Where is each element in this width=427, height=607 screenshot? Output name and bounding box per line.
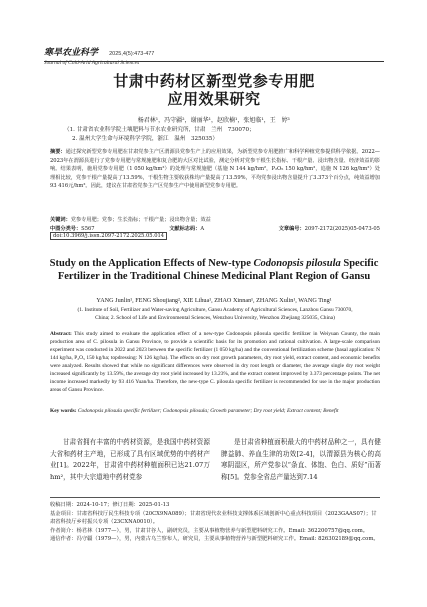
title-en-species: Codonopsis pilosula <box>253 258 341 269</box>
keywords-cn-label: 关键词： <box>50 217 71 223</box>
footnotes <box>50 497 380 544</box>
body-column-left: 甘肃省拥有丰富的中药材资源，是我国中药材资源大省和药材主产地，已形成了具有区域优势的中药材产业[1]。2022年，甘肃省中药材种植面积已达21.07万hm²，其中大宗道地中药材党参 <box>50 438 210 481</box>
footnote-rule <box>50 497 380 498</box>
title-cn-line1: 甘肃中药材区新型党参专用肥 <box>113 72 315 90</box>
abstract-en <box>50 330 380 394</box>
article-id-value: 2097-2172(2025)05-0473-05 <box>304 226 380 232</box>
doi-value: 10.3969/j.issn.2097-2172.2025.05.014 <box>62 233 165 239</box>
doc-code-value: A <box>200 226 205 232</box>
journal-name-en: Journal of Cold-Arid Agricultural Sciences <box>44 60 140 66</box>
title-en-line2: Fertilizer in the Traditional Chinese Medicinal Plant Region of Gansu <box>57 271 371 282</box>
volume-info: 2025,4(5):473-477 <box>109 51 155 57</box>
affiliation-cn-2: 2. 温州大学生命与环境科学学院，浙江 温州 325035） <box>72 136 218 142</box>
abstract-cn-label: 摘要： <box>50 149 66 155</box>
keywords-cn <box>50 216 380 223</box>
doc-code-label: 文献标志码： <box>169 226 201 232</box>
doi-row <box>50 233 167 239</box>
affiliation-en-1: (1. Institute of Soil, Fertilizer and Water-saving Agriculture, Gansu Academy of Agricultural Sciences, Lanzhou Gansu 730070, <box>77 307 353 313</box>
authors-cn: 杨君林¹，冯守疆²，谢丽华¹，赵欣楠¹，张旭临¹，王 婷¹ <box>137 117 291 124</box>
title-en-part1-tail: Specific <box>340 258 379 269</box>
footnote-author2: 通信作者：冯守疆（1979—），男，内蒙古乌兰察布人，研究员，主要从事植物营养与新型肥料研究工作。Email: 826302189@qq.com。 <box>50 536 379 542</box>
doi-label: doi: <box>53 233 63 239</box>
authors-en: YANG Junlin¹, FENG Shoujiang², XIE Lihua¹, ZHAO Xinnan¹, ZHANG Xulin¹, WANG Ting¹ <box>96 297 332 304</box>
keywords-cn-text: 党参专用肥；党参；生长指标；干根产量；浸出物含量；效益 <box>70 217 211 223</box>
abstract-cn <box>50 148 380 191</box>
affiliations-cn <box>64 126 364 144</box>
affiliations-en <box>70 306 360 322</box>
clc-label: 中图分类号： <box>50 226 82 232</box>
title-en <box>44 257 384 283</box>
header-rule <box>44 61 384 62</box>
affiliation-cn-1: （1. 甘肃省农业科学院土壤肥料与节水农业研究所，甘肃 兰州 730070； <box>64 127 255 133</box>
article-meta-row <box>50 225 380 232</box>
title-en-line1 <box>44 257 384 270</box>
footnote-received: 收稿日期：2024-10-17；修订日期：2025-01-13 <box>50 502 170 508</box>
journal-name-cn: 寒旱农业科学 <box>44 48 99 58</box>
journal-header <box>44 40 384 66</box>
doc-code-item <box>169 225 204 232</box>
footnote-fund: 基金项目：甘肃省科技厅民生科技专项（20CX9NA089）；甘肃省现代农业科技支撑体系区域创新中心重点科技项目（2023GAAS07）；甘肃省科技厅乡村振兴专项（23CXNA0010）。 <box>50 510 377 525</box>
abstract-en-label: Abstract: <box>50 331 72 337</box>
affiliation-en-2: China; 2. School of Life and Environmental Sciences, Wenzhou University, Wenzhou Zhejiang 325035, China) <box>95 315 335 321</box>
abstract-en-text: This study aimed to evaluate the application effect of a new-type Codonopsis pilosula specific fertilizer in Weiyuan County, the main production area of C. pilosula in Gansu Province, to provide a scientific basis for its promotion and rational cultivation. A large-scale comparison experiment was conducted in 2022 and 2023 between the specific fertilizer (1 050 kg/ha) and the conventional fertilization scheme (basal application: N 144 kg/ha, P₂O₅ 150 kg/ha; topdressing: N 126 kg/ha). The effects on dry root growth parameters, dry root yield, extract content, and economic benefits were analyzed. Results showed that while no significant differences were observed in dry root length or diameter, the average single dry root weight increased significantly by 13.59%, the average dry root yield increased by 13.23%, and the extract content improved by 3.373 percentage points. The net income increased markedly by 93 416 Yuan/ha. Therefore, the new-type C. pilosula specific fertilizer is recommended for use in the major production areas of Gansu Province. <box>50 331 380 393</box>
keywords-en-label: Key words: <box>50 408 77 414</box>
abstract-cn-text: 通过探究新型党参专用肥在甘肃党参主产区渭源县党参生产上的应用效果，为新型党参专用肥推广和科学种植党参提供科学依据。2022—2023年在渭源县进行了党参专用肥与常规施肥和复合肥的大区对比试验，测定分析对党参干根生长指标、干根产量、浸出物含量、经济效益的影响。结果表明，施用党参专用肥（1 050 kg/hm²）的处理与常规施肥（基施 N 144 kg/hm²，P₂O₅ 150 kg/hm²，追施 N 126 kg/hm²）处理相比较，党参干根产量提高了13.59%，干根生物主要收获株均产量提高了13.59%，平均党参浸出物含量提升了3.373个百分点，纯效益增加93 416元/hm²。因此，建议在甘肃省党参主产区党参生产中使用新型党参专用肥。 <box>50 149 380 189</box>
keywords-en <box>50 407 380 415</box>
title-en-part1: Study on the Application Effects of New-type <box>49 258 254 269</box>
doi-link[interactable] <box>50 232 167 240</box>
title-cn <box>44 72 384 108</box>
clc-value: S567 <box>81 226 95 232</box>
article-id-label: 文章编号： <box>278 226 305 232</box>
body-column-right: 是甘肃省种植面积最大的中药材品种之一，具有健脾益肺、养血生津的功效[2-4]，以渭源县为核心的高寒阴湿区，所产党参以“条直、体饱、色白、质好”而著称[5]。党参全省总产量达到7.14 <box>221 438 381 481</box>
article-id-item <box>279 225 380 232</box>
keywords-en-text: Codonopsis pilosula specific fertilizer; Codonopsis pilosula; Growth parameter; Dry root yield; Extract content; Benefit <box>77 408 339 414</box>
title-cn-line2: 应用效果研究 <box>167 90 261 108</box>
footnote-author1: 作者简介：杨君林（1977—），男，甘肃甘谷人，副研究员，主要从事植物营养与新型肥料研究工作。Email: 362200757@qq.com。 <box>50 527 369 534</box>
clc-item <box>50 225 95 232</box>
